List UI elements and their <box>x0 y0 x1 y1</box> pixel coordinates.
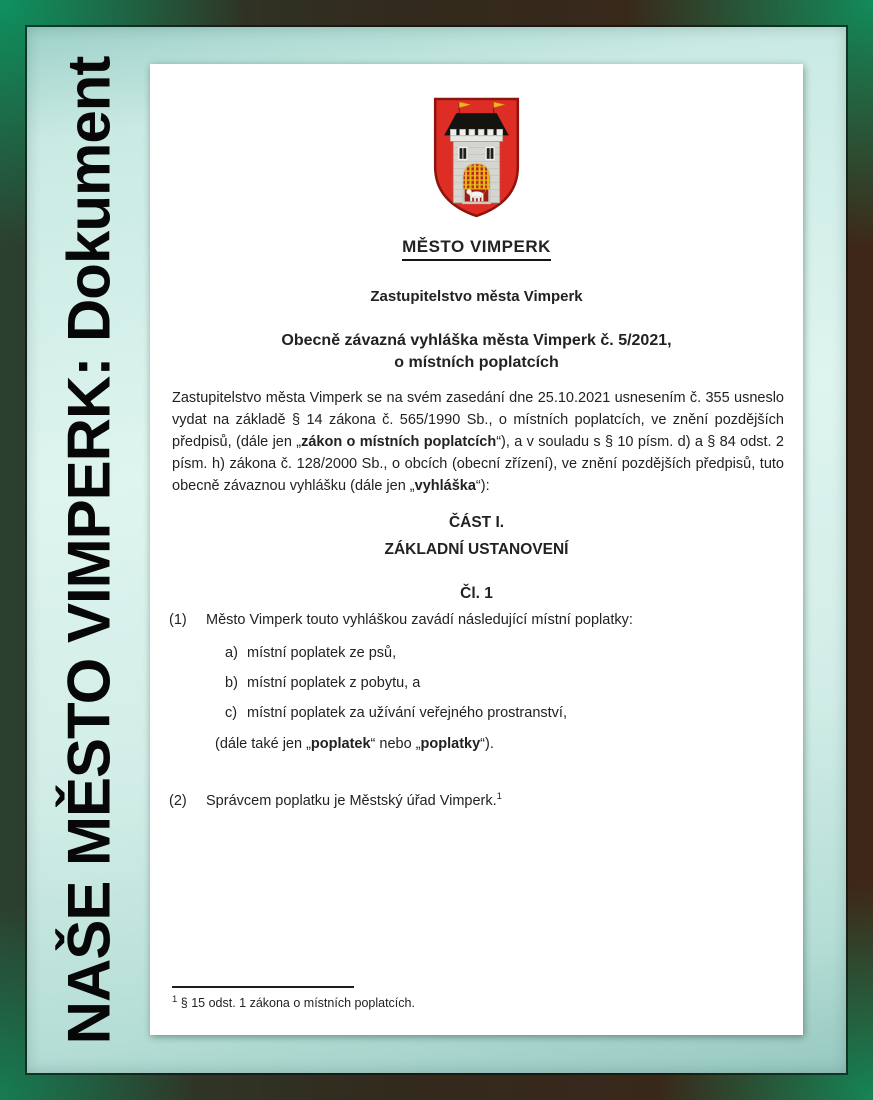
vimperk-coat-of-arms-icon <box>426 94 527 221</box>
part-1-label: ČÁST I. <box>448 514 505 531</box>
footnote-ref: 1 <box>172 993 178 1005</box>
footnote-text-row <box>172 995 415 1011</box>
subitem-a <box>150 644 803 663</box>
subitem-c <box>150 704 803 723</box>
item-2-number: (2) <box>169 793 187 809</box>
item-1-number: (1) <box>169 612 187 628</box>
preamble-part1: Zastupitelstvo města Vimperk se na svém zasedání dne 25.10.2021 usnesením č. 355 usneslo vydat na základě § 14 zákona č. 565/1990 Sb., o místních poplatcích, ve znění pozdějších předpisů, (dále jen „ <box>172 390 784 450</box>
article-1-label: Čl. 1 <box>460 585 493 602</box>
vertical-label-column <box>27 27 150 1073</box>
footnote-text: § 15 odst. 1 zákona o místních poplatcích. <box>180 996 415 1010</box>
preamble-bold2: vyhláška <box>414 478 476 494</box>
item-2-text: Správcem poplatku je Městský úřad Vimperk. <box>206 793 497 809</box>
subitem-b-text: místní poplatek z pobytu, a <box>247 675 421 691</box>
subitem-a-letter: a) <box>225 645 238 661</box>
document-title <box>150 237 803 261</box>
closing-bold2: poplatky <box>420 736 481 752</box>
document-page <box>150 64 803 1035</box>
item-1-text: Město Vimperk touto vyhláškou zavádí následující místní poplatky: <box>206 612 633 628</box>
article-1-item-2 <box>150 792 803 811</box>
preamble-part3: “): <box>475 478 490 494</box>
ordinance-heading <box>150 330 803 374</box>
subitem-c-text: místní poplatek za užívání veřejného prostranství, <box>247 705 567 721</box>
vertical-label: NAŠE MĚSTO VIMPERK: Dokument <box>55 56 123 1044</box>
ordinance-heading-line2: o místních poplatcích <box>394 354 559 371</box>
footnote <box>172 986 415 1011</box>
part-1-heading <box>150 509 803 563</box>
ordinance-heading-line1: Obecně závazná vyhláška města Vimperk č. 5/2021, <box>281 332 672 349</box>
closing-bold1: poplatek <box>310 736 371 752</box>
subitem-c-letter: c) <box>225 705 238 721</box>
subitem-b-letter: b) <box>225 675 238 691</box>
closing-part3: “). <box>480 736 494 752</box>
closing-part1: (dále také jen „ <box>215 736 311 752</box>
preamble-bold1: zákon o místních poplatcích <box>301 434 497 450</box>
preamble-paragraph <box>172 387 784 497</box>
document-title-text: MĚSTO VIMPERK <box>402 237 551 261</box>
subitems-closing <box>150 735 803 754</box>
item-2-footnote-ref: 1 <box>496 791 502 803</box>
part-1-title: ZÁKLADNÍ USTANOVENÍ <box>384 541 569 558</box>
subitem-a-text: místní poplatek ze psů, <box>247 645 397 661</box>
closing-part2: “ nebo „ <box>370 736 421 752</box>
document-subtitle: Zastupitelstvo města Vimperk <box>370 288 583 305</box>
subitem-b <box>150 674 803 693</box>
article-1-item-1 <box>150 611 803 630</box>
preamble-part2: “), a v souladu s § 10 písm. d) a § 84 odst. 2 písm. h) zákona č. 128/2000 Sb., o obcích (obecní zřízení), ve znění pozdějších předpisů, tuto obecně závaznou vyhlášku (dále jen „ <box>172 434 784 494</box>
footnote-rule <box>172 986 354 988</box>
